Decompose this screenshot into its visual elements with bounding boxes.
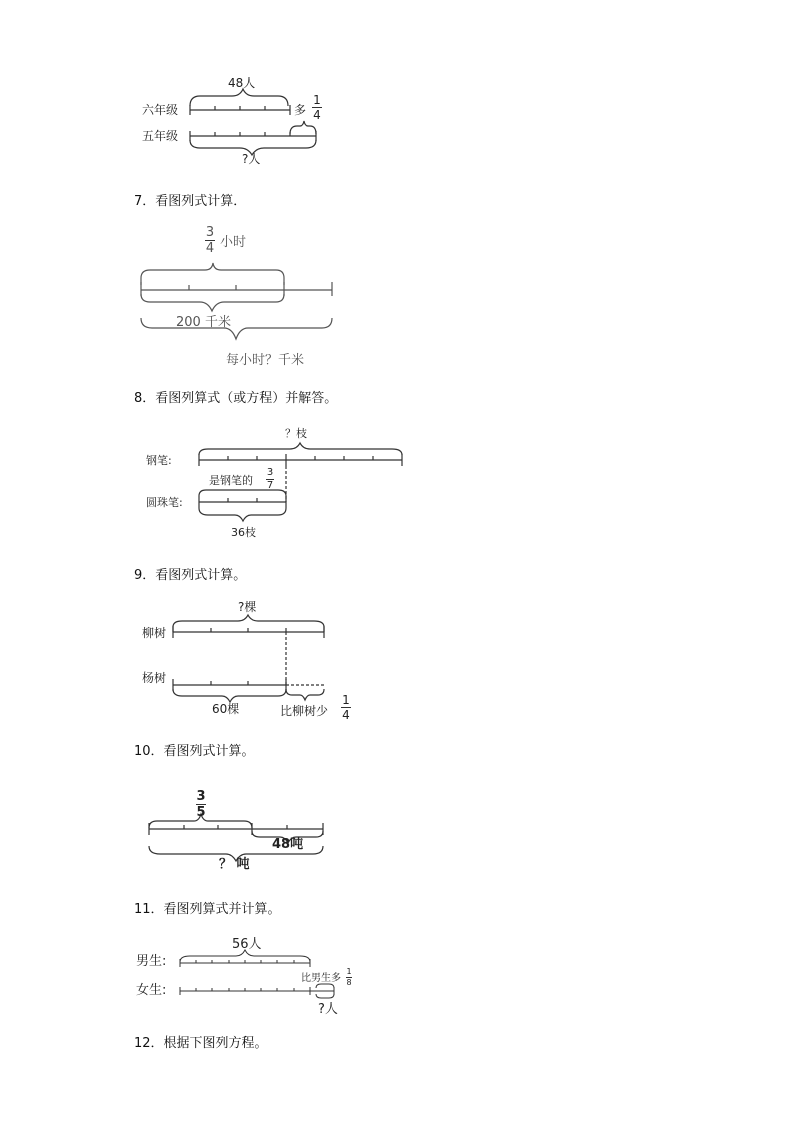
row-label: 六年级: [142, 103, 179, 117]
total-label: 56人: [232, 937, 262, 952]
fraction-denominator: 8: [346, 978, 352, 987]
fraction-denominator: 4: [205, 241, 215, 256]
fraction-numerator: 3: [266, 467, 274, 478]
row-label: 杨树: [142, 671, 167, 685]
fraction-numerator: 1: [313, 93, 321, 107]
distance-label: 200 千米: [176, 315, 231, 330]
count-label: 36枝: [231, 526, 256, 539]
question-title: 10．看图列式计算。: [134, 744, 255, 759]
question-title: 7．看图列式计算．: [134, 194, 247, 209]
note-text: 是钢笔的: [209, 474, 253, 487]
question-title: 11．看图列算式并计算。: [134, 902, 281, 917]
row-label: 柳树: [142, 626, 167, 640]
count-label: 60棵: [212, 702, 240, 716]
fraction: [346, 968, 352, 987]
row-label: 五年级: [142, 129, 179, 143]
fraction-numerator: 3: [196, 789, 206, 804]
fraction-numerator: 1: [342, 693, 350, 707]
fraction-denominator: 4: [342, 708, 350, 722]
fraction-unit: 小时: [220, 235, 247, 250]
fraction-numerator: 1: [346, 967, 352, 976]
question-title: 12．根据下图列方程。: [134, 1036, 268, 1051]
unknown-label: 每小时？千米: [226, 353, 305, 368]
unknown-label: ？ 吨: [219, 857, 250, 872]
more-text: 多: [294, 103, 307, 117]
total-label: ？枝: [285, 427, 307, 440]
fraction-denominator: 4: [313, 108, 321, 122]
total-label: 48人: [228, 76, 256, 90]
row-label: 钢笔:: [146, 454, 172, 467]
unknown-label: ?人: [318, 1002, 338, 1017]
row-label: 男生:: [136, 954, 167, 969]
unknown-label: ?人: [242, 152, 261, 166]
fraction-numerator: 3: [205, 225, 215, 240]
total-label: ?棵: [238, 600, 257, 614]
row-label: 圆珠笔:: [146, 496, 183, 509]
question-title: 9．看图列式计算。: [134, 568, 247, 583]
amount-label: 48吨: [272, 837, 304, 852]
question-title: 8．看图列算式（或方程）并解答。: [134, 391, 338, 406]
less-text: 比柳树少: [280, 704, 329, 718]
fraction-denominator: 5: [196, 805, 206, 820]
fraction-denominator: 7: [266, 480, 274, 491]
more-text: 比男生多: [301, 973, 341, 984]
row-label: 女生:: [136, 983, 167, 998]
